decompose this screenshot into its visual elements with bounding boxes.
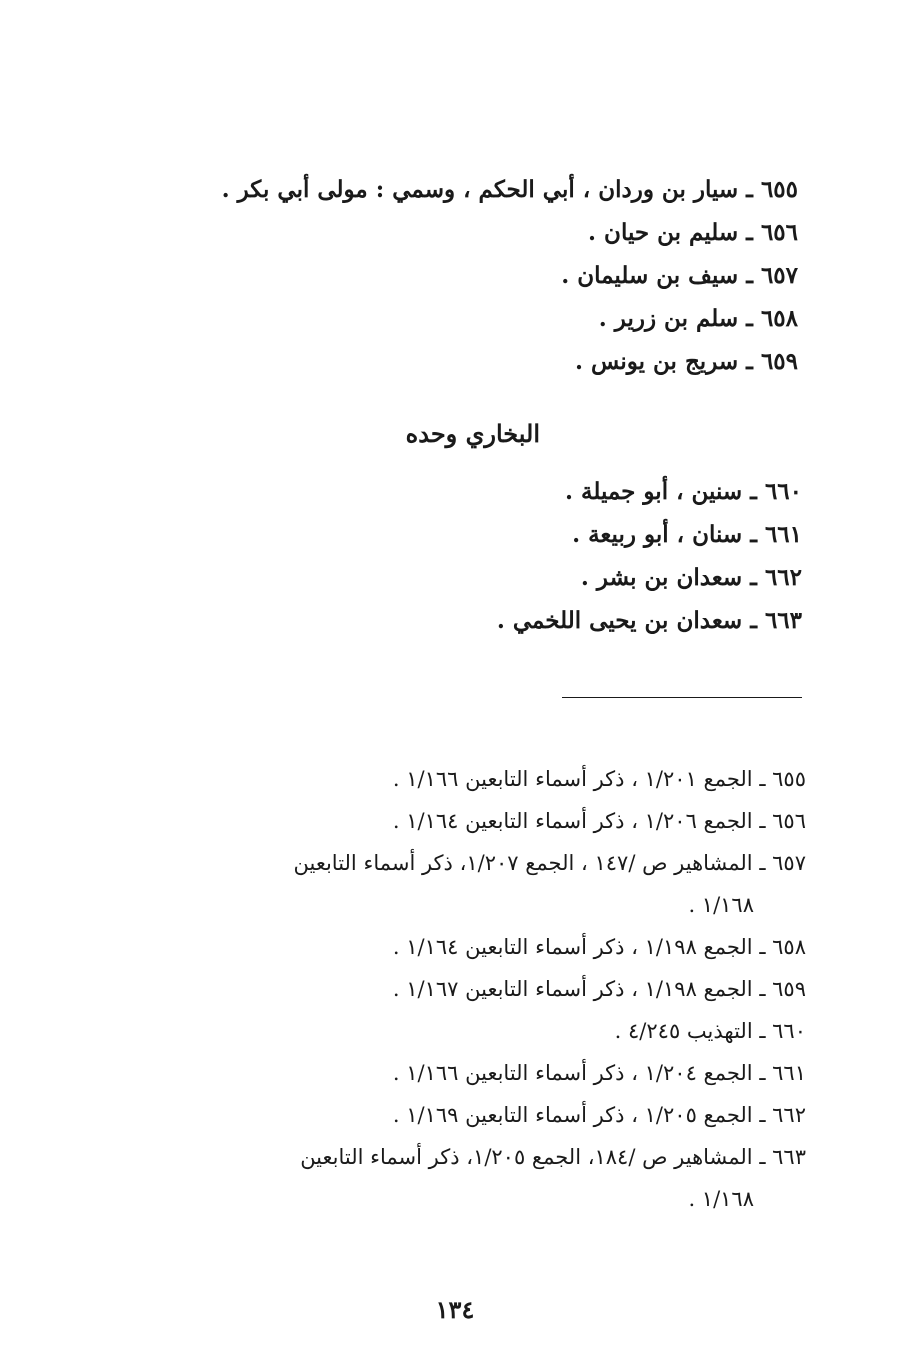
- entry-658: ٦٥٨ ـ سلم بن زرير .: [598, 305, 798, 332]
- entry-661: ٦٦١ ـ سنان ، أبو ربيعة .: [572, 521, 802, 548]
- footnote-657: [106, 842, 806, 926]
- entry-657: ٦٥٧ ـ سيف بن سليمان .: [561, 262, 798, 289]
- entry-660: ٦٦٠ ـ سنين ، أبو جميلة .: [564, 478, 802, 505]
- entry-663: ٦٦٣ ـ سعدان بن يحيى اللخمي .: [496, 607, 802, 634]
- footnote-660: ٦٦٠ ـ التهذيب ٤/٢٤٥ .: [614, 1019, 806, 1043]
- footnote-655: ٦٥٥ ـ الجمع ١/٢٠١ ، ذكر أسماء التابعين ١/١٦٦ .: [392, 767, 806, 791]
- footnote-divider: [562, 697, 802, 698]
- footnote-657-text: ٦٥٧ ـ المشاهير ص /١٤٧ ، الجمع ١/٢٠٧، ذكر أسماء التابعين: [293, 851, 806, 875]
- footnote-661: ٦٦١ ـ الجمع ١/٢٠٤ ، ذكر أسماء التابعين ١/١٦٦ .: [392, 1061, 806, 1085]
- page-number: ١٣٤: [435, 1295, 475, 1324]
- entry-662: ٦٦٢ ـ سعدان بن بشر .: [580, 564, 802, 591]
- footnote-663: [106, 1136, 806, 1220]
- footnote-658: ٦٥٨ ـ الجمع ١/١٩٨ ، ذكر أسماء التابعين ١/١٦٤ .: [392, 935, 806, 959]
- main-entry-list: [198, 168, 798, 383]
- entry-655: ٦٥٥ ـ سيار بن وردان ، أبي الحكم ، وسمي : مولى أبي بكر .: [221, 176, 798, 203]
- entry-656: ٦٥٦ ـ سليم بن حيان .: [588, 219, 798, 246]
- section-entry-list: [202, 470, 802, 642]
- footnote-662: ٦٦٢ ـ الجمع ١/٢٠٥ ، ذكر أسماء التابعين ١/١٦٩ .: [392, 1103, 806, 1127]
- footnote-663-text: ٦٦٣ ـ المشاهير ص /١٨٤، الجمع ١/٢٠٥، ذكر أسماء التابعين: [300, 1145, 806, 1169]
- footnote-656: ٦٥٦ ـ الجمع ١/٢٠٦ ، ذكر أسماء التابعين ١/١٦٤ .: [392, 809, 806, 833]
- entry-659: ٦٥٩ ـ سريج بن يونس .: [575, 348, 798, 375]
- footnote-657-continuation: ١/١٦٨ .: [688, 893, 754, 917]
- footnote-659: ٦٥٩ ـ الجمع ١/١٩٨ ، ذكر أسماء التابعين ١/١٦٧ .: [392, 977, 806, 1001]
- section-heading: البخاري وحده: [405, 419, 540, 448]
- footnotes: [106, 758, 806, 1220]
- footnote-663-continuation: ١/١٦٨ .: [688, 1187, 754, 1211]
